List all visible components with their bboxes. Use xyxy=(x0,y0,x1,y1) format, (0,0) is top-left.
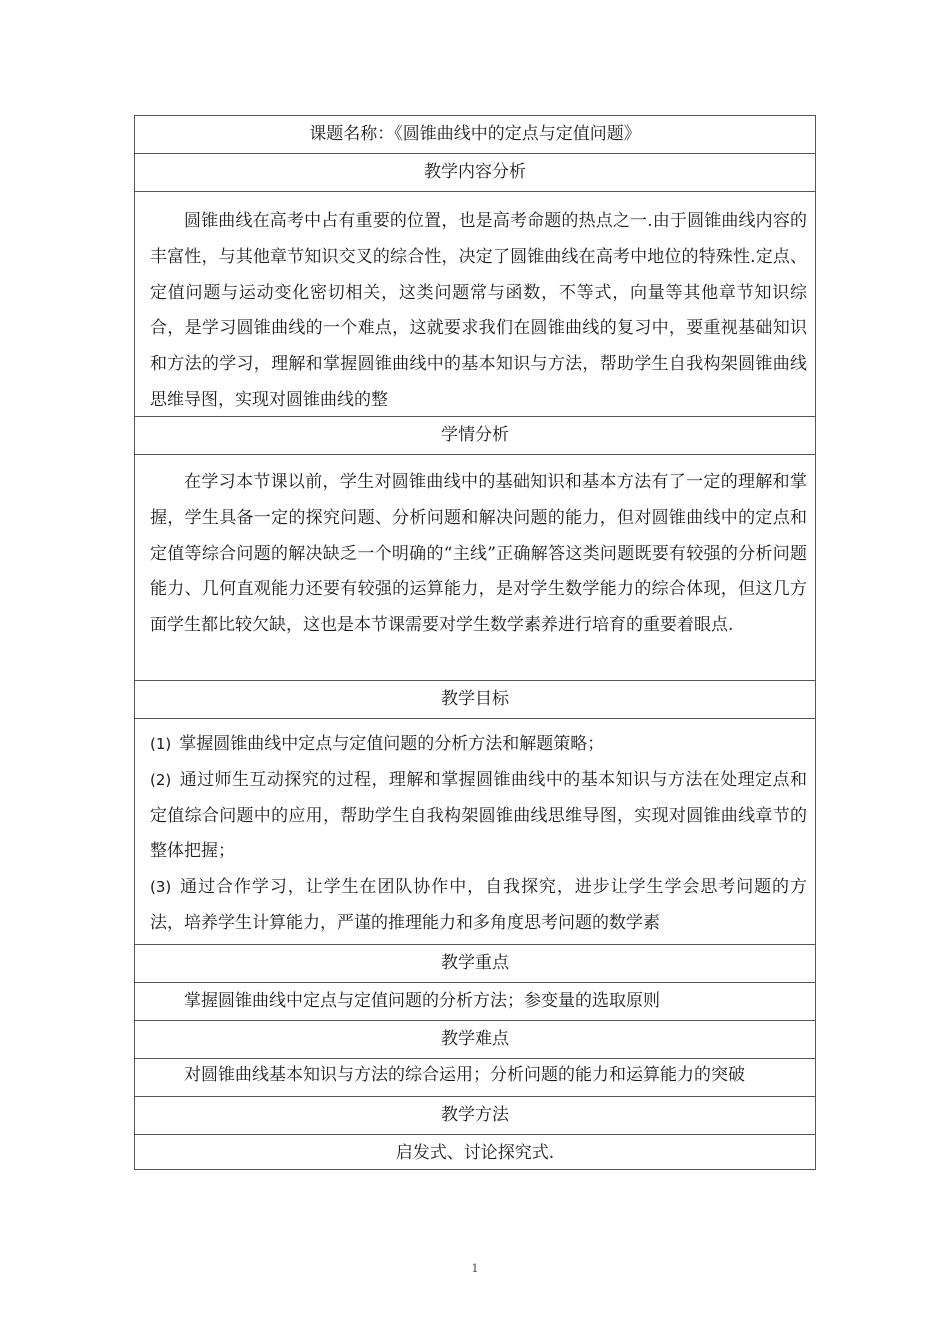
objectives-heading-row xyxy=(135,681,815,719)
lesson-title: 课题名称：《圆锥曲线中的定点与定值问题》 xyxy=(309,124,641,144)
lesson-plan-table xyxy=(134,115,816,1170)
difficulties-heading: 教学难点 xyxy=(441,1029,509,1049)
objective-item: (2) 通过师生互动探究的过程，理解和掌握圆锥曲线中的基本知识与方法在处理定点和定值综合问题中的应用，帮助学生自我构架圆锥曲线思维导图，实现对圆锥曲线章节的整体把握； xyxy=(150,769,807,862)
difficulties-text: 对圆锥曲线基本知识与方法的综合运用；分析问题的能力和运算能力的突破 xyxy=(184,1065,745,1085)
difficulties-body xyxy=(135,1059,815,1097)
title-row xyxy=(135,116,815,154)
learner-analysis-heading-row xyxy=(135,417,815,455)
learner-analysis-text: 在学习本节课以前，学生对圆锥曲线中的基础知识和基本方法有了一定的理解和掌握，学生具备一定的探究问题、分析问题和解决问题的能力，但对圆锥曲线中的定点和定值等综合问题的解决缺乏一个明确的“主线”正确解答这类问题既要有较强的分析问题能力、几何直观能力还要有较强的运算能力，是对学生数学能力的综合体现，但这几方面学生都比较欠缺，这也是本节课需要对学生数学素养进行培育的重要着眼点. xyxy=(150,472,807,636)
methods-body xyxy=(135,1135,815,1169)
objectives-heading: 教学目标 xyxy=(441,689,509,709)
methods-text: 启发式、讨论探究式. xyxy=(395,1143,555,1163)
objectives-body xyxy=(135,719,815,945)
content-analysis-heading: 教学内容分析 xyxy=(424,162,526,182)
content-analysis-text: 圆锥曲线在高考中占有重要的位置，也是高考命题的热点之一.由于圆锥曲线内容的丰富性，与其他章节知识交叉的综合性，决定了圆锥曲线在高考中地位的特殊性.定点、定值问题与运动变化密切相关，这类问题常与函数，不等式，向量等其他章节知识综合，是学习圆锥曲线的一个难点，这就要求我们在圆锥曲线的复习中，要重视基础知识和方法的学习，理解和掌握圆锥曲线中的基本知识与方法，帮助学生自我构架圆锥曲线思维导图，实现对圆锥曲线的整 xyxy=(150,211,807,410)
difficulties-heading-row xyxy=(135,1021,815,1059)
key-points-body xyxy=(135,983,815,1021)
content-analysis-body xyxy=(135,192,815,417)
learner-analysis-body xyxy=(135,455,815,681)
key-points-text: 掌握圆锥曲线中定点与定值问题的分析方法；参变量的选取原则 xyxy=(184,991,660,1011)
key-points-heading: 教学重点 xyxy=(441,953,509,973)
page-number: 1 xyxy=(471,1262,479,1275)
objective-item: (3) 通过合作学习，让学生在团队协作中，自我探究，进步让学生学会思考问题的方法，培养学生计算能力，严谨的推理能力和多角度思考问题的数学素 xyxy=(150,877,807,933)
objective-item: (1) 掌握圆锥曲线中定点与定值问题的分析方法和解题策略； xyxy=(150,734,605,754)
methods-heading-row xyxy=(135,1097,815,1135)
learner-analysis-heading: 学情分析 xyxy=(441,425,509,445)
methods-heading: 教学方法 xyxy=(441,1105,509,1125)
content-analysis-heading-row xyxy=(135,154,815,192)
key-points-heading-row xyxy=(135,945,815,983)
